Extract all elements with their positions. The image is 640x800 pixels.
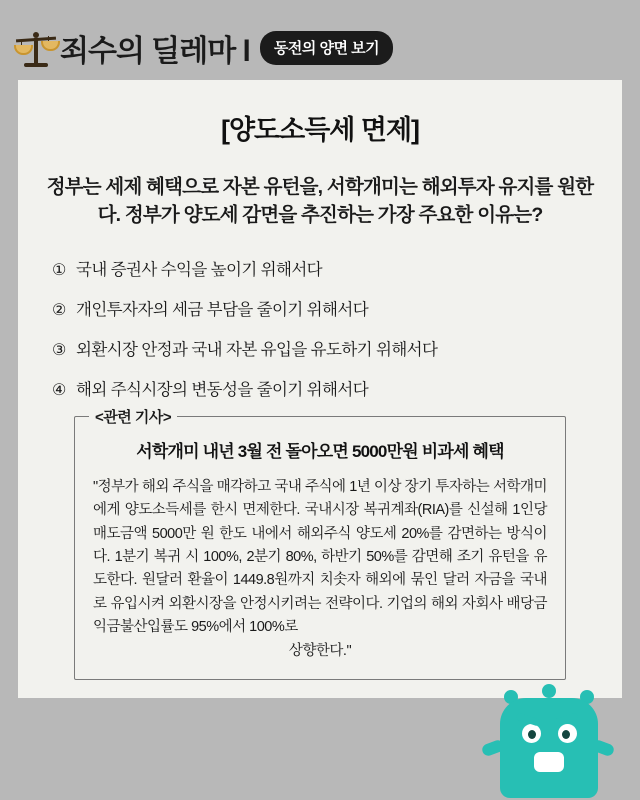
choice-list	[36, 256, 604, 400]
question-body: 정부는 세제 혜택으로 자본 유턴을, 서학개미는 해외투자 유지를 원한다. 정부가 양도세 감면을 추진하는 가장 주요한 이유는?	[46, 176, 594, 227]
choice-option-3[interactable]	[52, 336, 604, 360]
choice-option-4[interactable]	[52, 376, 604, 400]
choice-option-2[interactable]	[52, 296, 604, 320]
choice-label: 개인투자자의 세금 부담을 줄이기 위해서다	[76, 300, 369, 319]
question-title: [양도소득세 면제]	[220, 115, 420, 145]
angry-teal-monster-mascot	[474, 680, 624, 800]
article-body-main: "정부가 해외 주식을 매각하고 국내 주식에 1년 이상 장기 투자하는 서학개미에게 양도소득세를 한시 면제한다. 국내시장 복귀계좌(RIA)를 신설해 1인당 매도금액 5000만 원 한도 내에서 해외주식 양도세 20%를 감면하는 방식이다. 1분기 복귀 시 100%, 2분기 80%, 하반기 50%를 감면해 조기 유턴을 유도한다. 원달러 환율이 1449.8원까지 치솟자 해외에 묶인 달러 자금을 국내로 유입시켜 외환시장을 안정시키려는 전략이다. 기업의 해외 자회사 배당금 익금불산입률도 95%에서 100%로	[93, 478, 547, 636]
question-card	[18, 80, 622, 698]
page-title: 죄수의 딜레마 l	[60, 35, 250, 68]
choice-label: 외환시장 안정과 국내 자본 유입을 유도하기 위해서다	[76, 340, 438, 359]
choice-label: 해외 주식시장의 변동성을 줄이기 위해서다	[76, 380, 369, 399]
view-both-sides-badge[interactable]: 동전의 양면 보기	[260, 31, 393, 65]
article-headline: 서학개미 내년 3월 전 돌아오면 5000만원 비과세 혜택	[136, 441, 504, 461]
choice-number: ②	[52, 301, 66, 319]
article-body	[93, 476, 547, 664]
choice-number: ④	[52, 381, 66, 399]
page-header	[0, 22, 640, 74]
choice-number: ①	[52, 261, 66, 279]
choice-label: 국내 증권사 수익을 높이기 위해서다	[76, 260, 323, 279]
choice-number: ③	[52, 341, 66, 359]
scales-of-justice-icon	[14, 26, 58, 70]
choice-option-1[interactable]	[52, 256, 604, 280]
related-article-legend: <관련 기사>	[89, 406, 177, 427]
article-body-last-line: 상향한다."	[288, 642, 352, 659]
related-article-box	[74, 408, 566, 681]
